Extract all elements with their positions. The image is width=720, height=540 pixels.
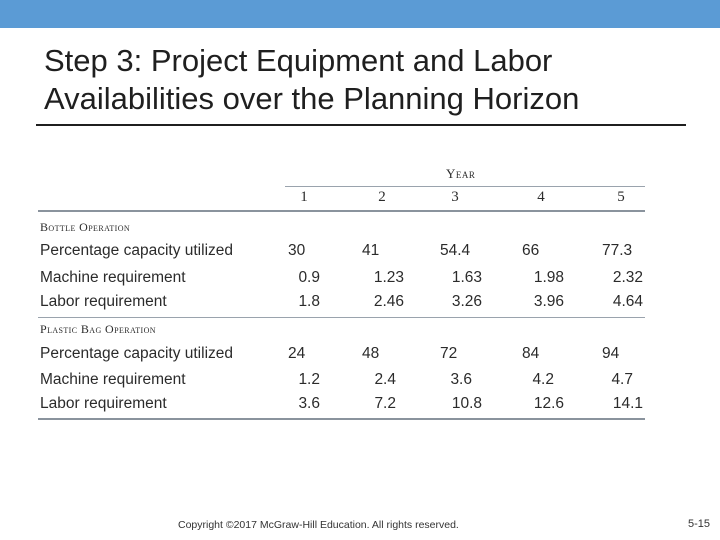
page-number: 5-15 [688,518,711,530]
year-header: Year [446,166,476,181]
table-cell: 94 [602,345,620,362]
table-cell: 2.32 [612,269,643,286]
table-cell: 1.23 [373,269,404,286]
table-cell: 2.4 [374,371,396,388]
table-cell: 1.2 [298,371,320,388]
table-bottom-rule [38,418,645,420]
table-cell: 3.96 [533,293,564,310]
table-cell: 48 [362,345,380,362]
table-cell: 84 [522,345,540,362]
table-cell: 24 [288,345,306,362]
row-label: Labor requirement [40,395,167,412]
table-cell: 1.98 [533,269,564,286]
table-cell: 30 [288,242,306,259]
table-cell: 3.26 [451,293,482,310]
table-cell: 4.64 [612,293,643,310]
table-cell: 2.46 [373,293,404,310]
row-label: Percentage capacity utilized [40,242,234,259]
table-cell: 72 [440,345,458,362]
table-cell: 4.7 [611,371,633,388]
table-cell: 3.6 [450,371,472,388]
table-cell: 1.63 [451,269,482,286]
table-cell: 41 [362,242,380,259]
row-label: Percentage capacity utilized [40,345,234,362]
copyright-footer: Copyright ©2017 McGraw-Hill Education. All rights reserved. [178,519,459,531]
row-label: Labor requirement [40,293,167,310]
table-cell: 54.4 [440,242,471,259]
table-cell: 7.2 [374,395,396,412]
table-cell: 10.8 [451,395,482,412]
year-label: 2 [378,189,386,205]
table-cell: 4.2 [532,371,554,388]
year-label: 5 [617,189,625,205]
section-divider [38,317,645,318]
table-cell: 12.6 [533,395,564,412]
table-cell: 14.1 [612,395,643,412]
table-cell: 0.9 [298,269,320,286]
table-cell: 66 [522,242,540,259]
header-bottom-rule [38,210,645,212]
row-label: Machine requirement [40,371,186,388]
year-label: 3 [451,189,459,205]
year-label: 1 [300,189,308,205]
table-cell: 77.3 [602,242,633,259]
section-heading: Bottle Operation [40,220,131,234]
table-cell: 3.6 [298,395,320,412]
year-header-rule [285,186,645,187]
row-label: Machine requirement [40,269,186,286]
table-cell: 1.8 [298,293,320,310]
slide-title: Step 3: Project Equipment and Labor Availabilities over the Planning Horizon [44,43,580,116]
year-label: 4 [537,189,545,205]
section-heading: Plastic Bag Operation [40,322,156,336]
